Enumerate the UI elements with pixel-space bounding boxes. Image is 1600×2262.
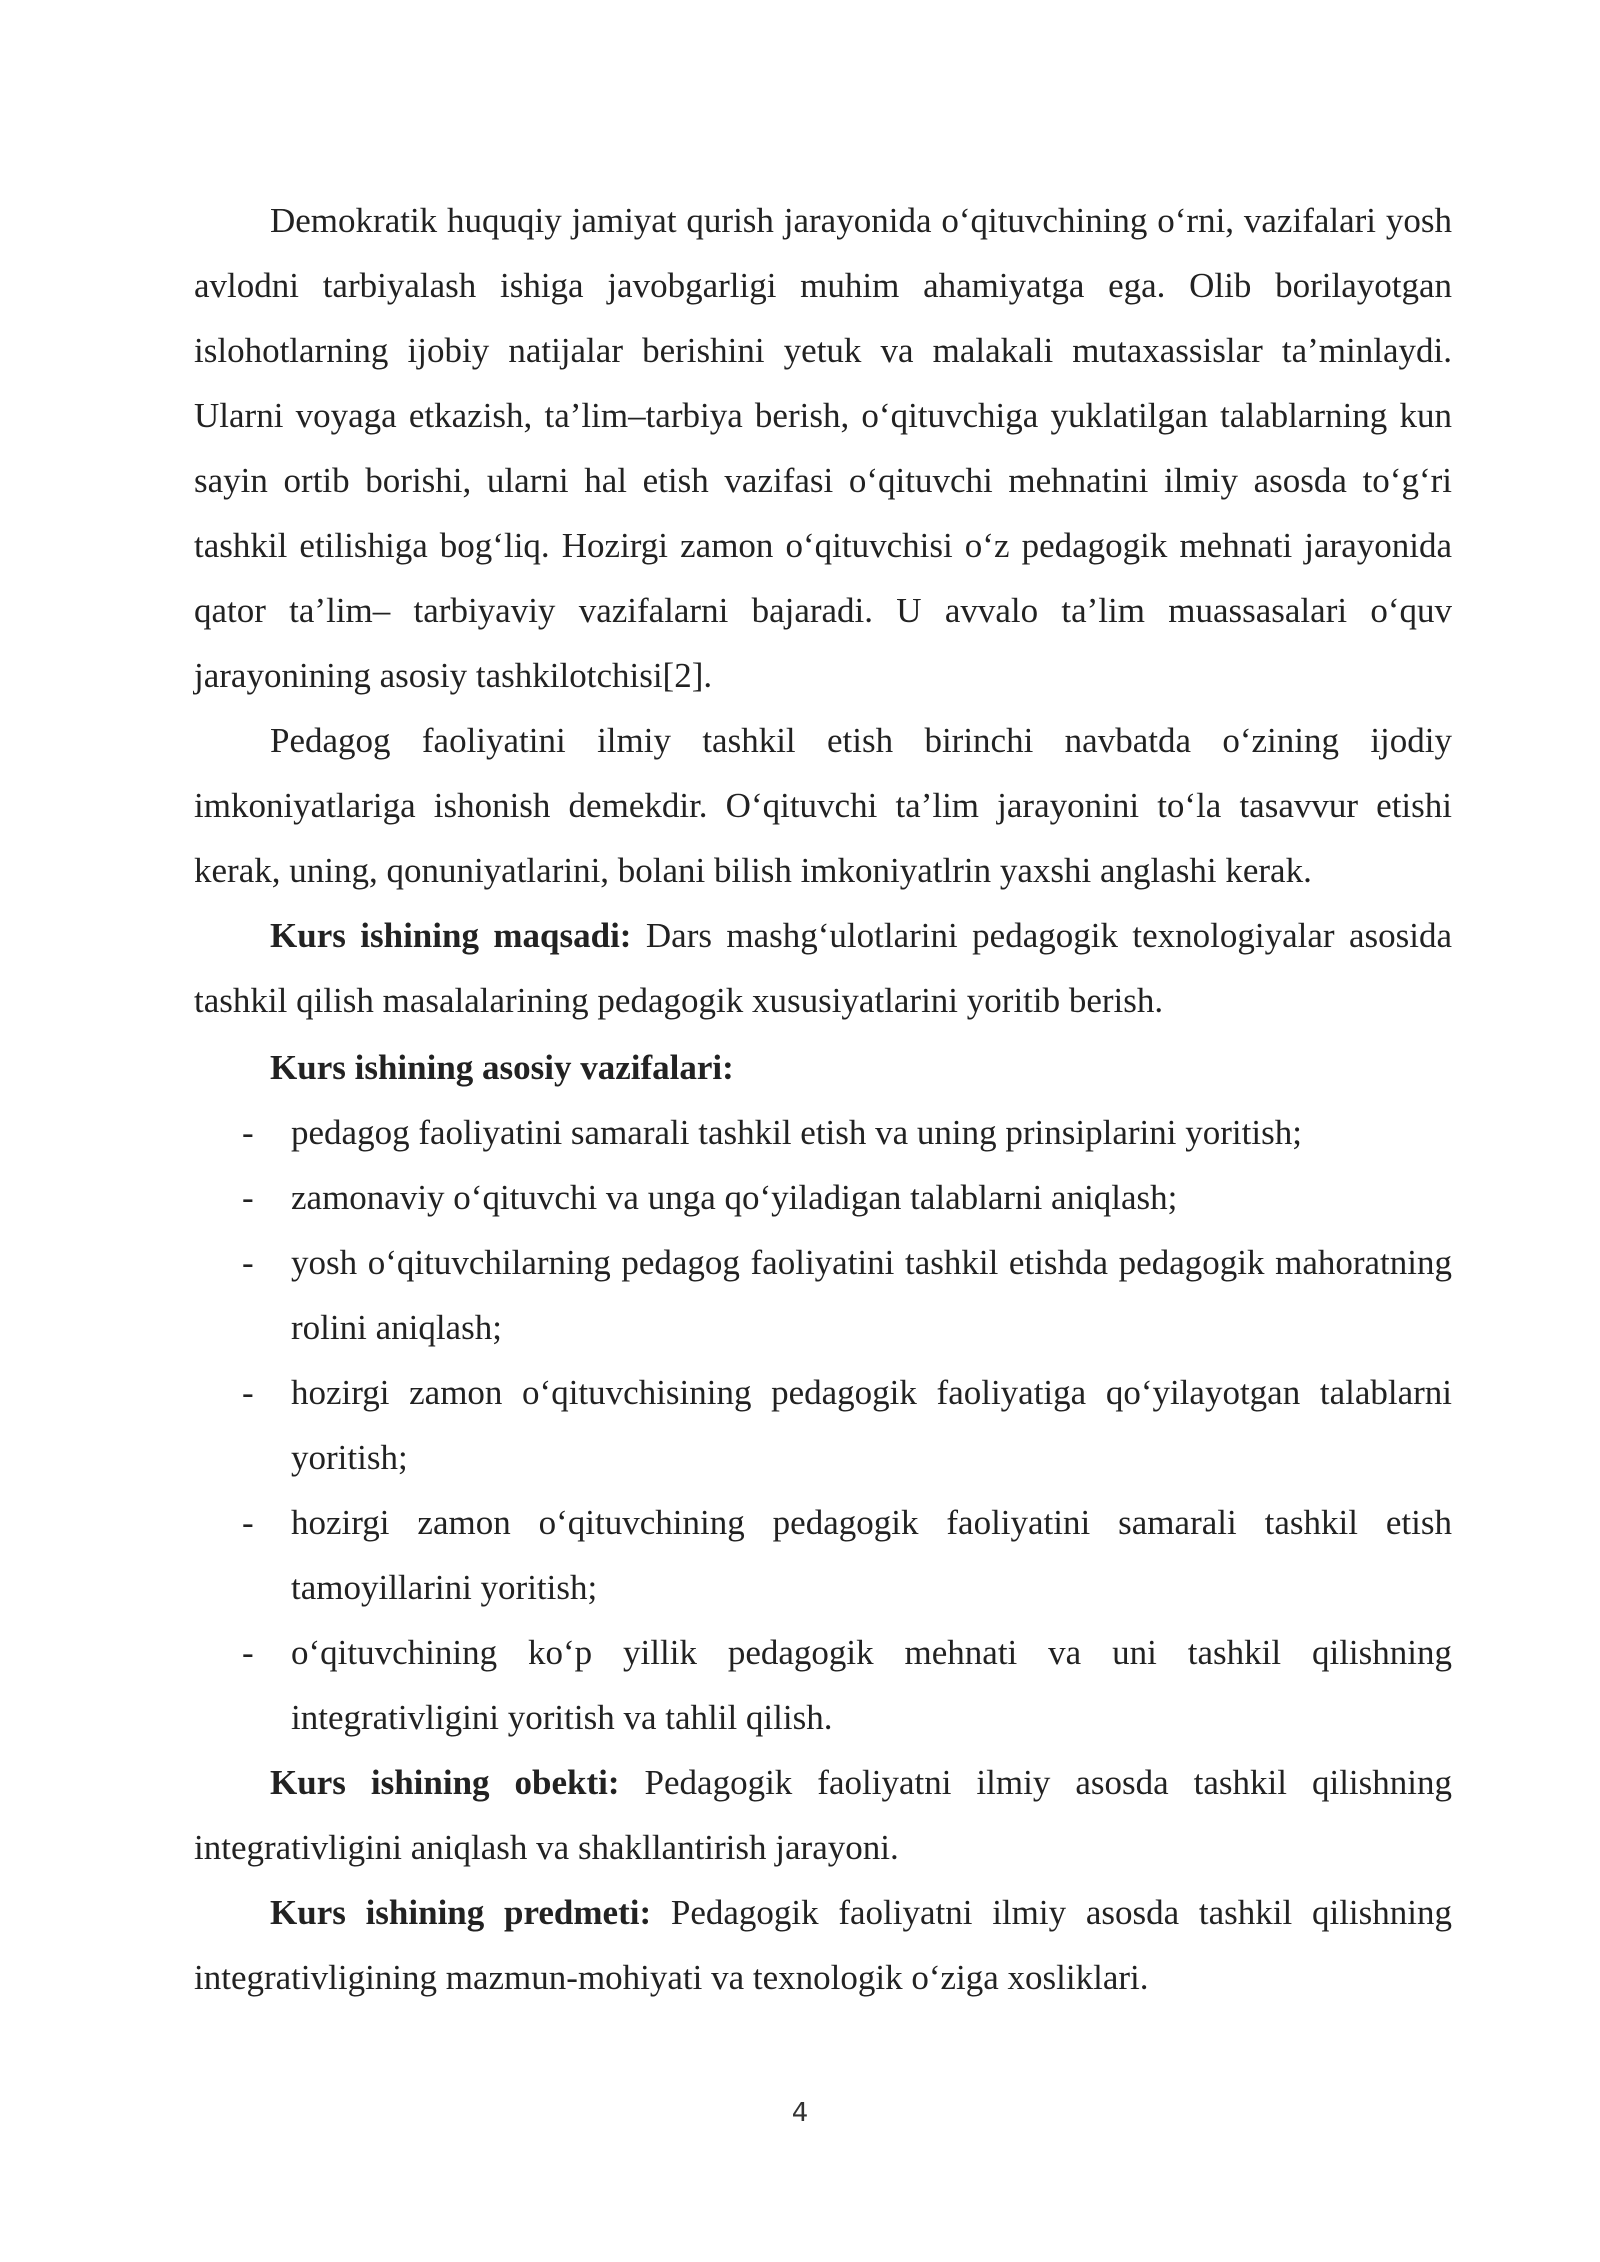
goal-label: Kurs ishining maqsadi: xyxy=(270,916,632,955)
list-dash: - xyxy=(242,1113,254,1152)
subject-label: Kurs ishining predmeti: xyxy=(270,1893,652,1932)
list-dash: - xyxy=(242,1503,254,1542)
list-item xyxy=(194,1620,1452,1750)
subject-paragraph xyxy=(194,1880,1452,2010)
tasks-heading-label: Kurs ishining asosiy vazifalari: xyxy=(270,1048,734,1087)
object-paragraph xyxy=(194,1750,1452,1880)
list-dash: - xyxy=(242,1178,254,1217)
object-text: Pedagogik faoliyatni ilmiy asosda tashkil qilishning integrativligini aniqlash va shakllantirish jarayoni. xyxy=(194,1763,1452,1867)
intro-paragraph-1: Demokratik huquqiy jamiyat qurish jarayonida oʻqituvchining oʻrni, vazifalari yosh avlodni tarbiyalash ishiga javobgarligi muhim ahamiyatga ega. Olib borilayotgan islohotlarning ijobiy natijalar berishini yetuk va malakali mutaxassislar ta’minlaydi. Ularni voyaga etkazish, ta’lim–tarbiya berish, oʻqituvchiga yuklatilgan talablarning kun sayin ortib borishi, ularni hal etish vazifasi oʻqituvchi mehnatini ilmiy asosda toʻgʻri tashkil etilishiga bogʻliq. Hozirgi zamon oʻqituvchisi oʻz pedagogik mehnati jarayonida qator ta’lim– tarbiyaviy vazifalarni bajaradi. U avvalo ta’lim muassasalari oʻquv jarayonining asosiy tashkilotchisi[2]. xyxy=(194,201,1452,695)
object-label: Kurs ishining obekti: xyxy=(270,1763,620,1802)
list-item xyxy=(194,1360,1452,1490)
list-item xyxy=(194,1230,1452,1360)
list-item xyxy=(194,1165,1452,1230)
list-dash: - xyxy=(242,1243,254,1282)
subject-text: Pedagogik faoliyatni ilmiy asosda tashkil qilishning integrativligining mazmun-mohiyati va texnologik oʻziga xosliklari. xyxy=(194,1893,1452,1997)
list-dash: - xyxy=(242,1633,254,1672)
list-item-text: oʻqituvchining koʻp yillik pedagogik mehnati va uni tashkil qilishning integrativligini yoritish va tahlil qilish. xyxy=(291,1633,1452,1737)
list-item-text: hozirgi zamon oʻqituvchisining pedagogik faoliyatiga qoʻyilayotgan talablarni yoritish; xyxy=(291,1373,1452,1477)
list-dash: - xyxy=(242,1373,254,1412)
list-item-text: pedagog faoliyatini samarali tashkil etish va uning prinsiplarini yoritish; xyxy=(291,1113,1302,1152)
goal-paragraph xyxy=(194,903,1452,1033)
tasks-list xyxy=(194,1100,1452,1750)
page-number: 4 xyxy=(791,2098,809,2128)
document-page xyxy=(194,188,1452,2010)
list-item-text: yosh oʻqituvchilarning pedagog faoliyatini tashkil etishda pedagogik mahoratning rolini aniqlash; xyxy=(291,1243,1452,1347)
list-item xyxy=(194,1100,1452,1165)
list-item xyxy=(194,1490,1452,1620)
list-item-text: zamonaviy oʻqituvchi va unga qoʻyiladigan talablarni aniqlash; xyxy=(291,1178,1178,1217)
list-item-text: hozirgi zamon oʻqituvchining pedagogik faoliyatini samarali tashkil etish tamoyillarini yoritish; xyxy=(291,1503,1452,1607)
tasks-heading xyxy=(194,1035,1452,1100)
intro-paragraph-2: Pedagog faoliyatini ilmiy tashkil etish birinchi navbatda oʻzining ijodiy imkoniyatlariga ishonish demekdir. Oʻqituvchi ta’lim jarayonini toʻla tasavvur etishi kerak, uning, qonuniyatlarini, bolani bilish imkoniyatlrin yaxshi anglashi kerak. xyxy=(194,721,1452,890)
goal-text: Dars mashgʻulotlarini pedagogik texnologiyalar asosida tashkil qilish masalalarining pedagogik xususiyatlarini yoritib berish. xyxy=(194,916,1452,1020)
